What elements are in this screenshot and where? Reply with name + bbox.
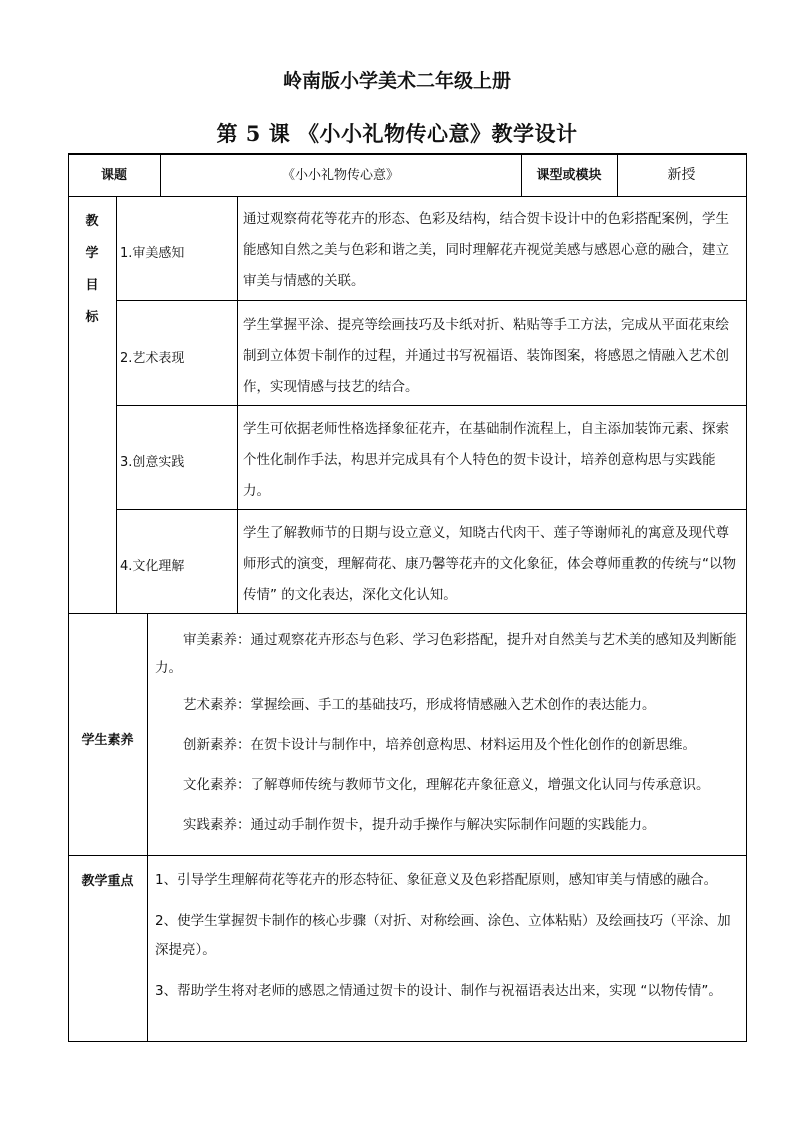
- key-point-3: 3、帮助学生将对老师的感恩之情通过贺卡的设计、制作与祝福语表达出来，实现 “以物传情”。: [155, 983, 722, 999]
- literacy-item-culture: 文化素养：了解尊师传统与教师节文化，理解花卉象征意义，增强文化认同与传承意识。: [183, 777, 710, 793]
- goal-name-4: 4.文化理解: [120, 559, 185, 574]
- type-label: 课型或模块: [536, 168, 602, 183]
- teaching-goals-label: 教 学 目 标: [85, 214, 99, 325]
- type-value: 新授: [667, 167, 696, 183]
- key-points-label: 教学重点: [81, 874, 134, 889]
- goal-text-2: 学生掌握平涂、提亮等绘画技巧及卡纸对折、粘贴等手工方法，完成从平面花束绘制到立体贺卡制作的过程，并通过书写祝福语、装饰图案，将感恩之情融入艺术创作，实现情感与技艺的结合。: [243, 317, 729, 395]
- key-points-content: [155, 866, 740, 1006]
- literacy-label: 学生素养: [81, 733, 134, 748]
- topic-label: 课题: [100, 168, 127, 183]
- goal-text-4: 学生了解教师节的日期与设立意义，知晓古代肉干、莲子等谢师礼的寓意及现代尊师形式的演变，理解荷花、康乃馨等花卉的文化象征，体会尊师重教的传统与“以物传情” 的文化表达，深化文化认知。: [243, 525, 736, 603]
- goal-name-3: 3.创意实践: [120, 455, 185, 470]
- goal-text-3: 学生可依据老师性格选择象征花卉，在基础制作流程上，自主添加装饰元素、探索个性化制作手法，构思并完成具有个人特色的贺卡设计，培养创意构思与实践能力。: [243, 421, 729, 499]
- goal-text-1: 通过观察荷花等花卉的形态、色彩及结构，结合贺卡设计中的色彩搭配案例，学生能感知自然之美与色彩和谐之美，同时理解花卉视觉美感与感恩心意的融合，建立审美与情感的关联。: [243, 211, 729, 289]
- key-point-2: 2、使学生掌握贺卡制作的核心步骤（对折、对称绘画、涂色、立体粘贴）及绘画技巧（平涂、加深提亮）。: [155, 913, 731, 958]
- key-point-1: 1、引导学生理解荷花等花卉的形态特征、象征意义及色彩搭配原则，感知审美与情感的融合。: [155, 872, 718, 888]
- literacy-item-aesthetic: 审美素养：通过观察花卉形态与色彩、学习色彩搭配，提升对自然美与艺术美的感知及判断能力。: [155, 632, 737, 676]
- literacy-item-practice: 实践素养：通过动手制作贺卡，提升动手操作与解决实际制作问题的实践能力。: [183, 817, 656, 833]
- literacy-item-art: 艺术素养：掌握绘画、手工的基础技巧，形成将情感融入艺术创作的表达能力。: [183, 697, 656, 713]
- document-title: 岭南版小学美术二年级上册: [282, 70, 511, 92]
- literacy-content: [155, 626, 739, 839]
- lesson-title: 第 5 课 《小小礼物传心意》教学设计: [216, 121, 578, 146]
- goal-name-2: 2.艺术表现: [120, 351, 185, 366]
- literacy-item-innovation: 创新素养：在贺卡设计与制作中，培养创意构思、材料运用及个性化创作的创新思维。: [183, 737, 696, 753]
- goal-name-1: 1.审美感知: [120, 246, 185, 261]
- topic-value: 《小小礼物传心意》: [281, 168, 399, 183]
